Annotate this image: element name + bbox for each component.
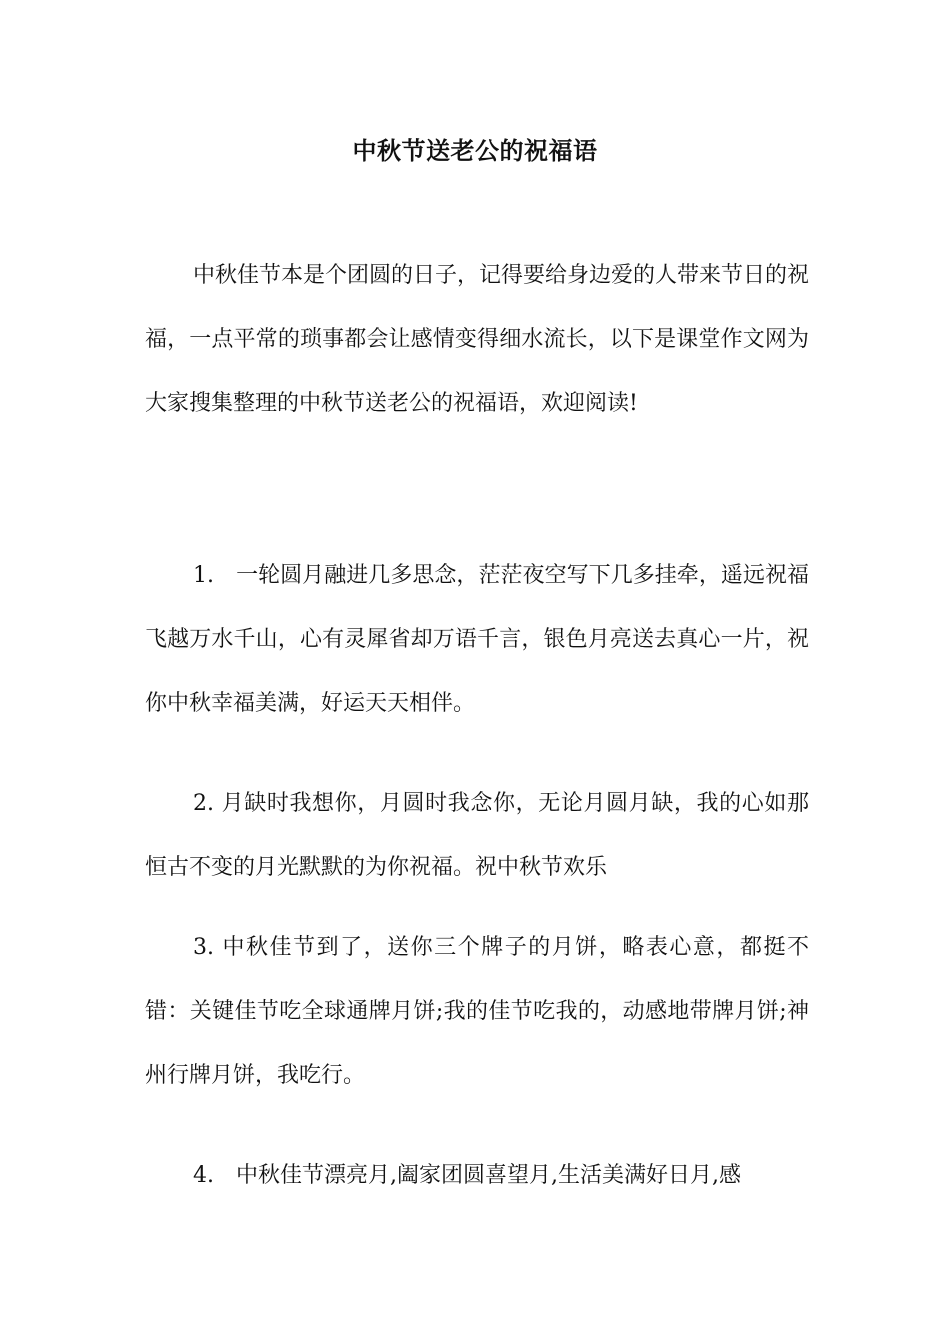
blessing-item-2: 2. 月缺时我想你，月圆时我念你，无论月圆月缺，我的心如那恒古不变的月光默默的为你祝福。祝中秋节欢乐 xyxy=(145,791,809,880)
blessing-item-3: 3. 中秋佳节到了，送你三个牌子的月饼，略表心意，都挺不错：关键佳节吃全球通牌月饼;我的佳节吃我的，动感地带牌月饼;神州行牌月饼，我吃行。 xyxy=(145,935,809,1088)
document-title: 中秋节送老公的祝福语 xyxy=(352,136,598,165)
blessing-item-1: 1. 一轮圆月融进几多思念，茫茫夜空写下几多挂牵，遥远祝福飞越万水千山，心有灵犀省却万语千言，银色月亮送去真心一片，祝你中秋幸福美满，好运天天相伴。 xyxy=(145,563,809,716)
intro-paragraph: 中秋佳节本是个团圆的日子，记得要给身边爱的人带来节日的祝福，一点平常的琐事都会让感情变得细水流长，以下是课堂作文网为大家搜集整理的中秋节送老公的祝福语，欢迎阅读! xyxy=(145,263,810,416)
blessing-item-4: 4. 中秋佳节漂亮月,阖家团圆喜望月,生活美满好日月,感 xyxy=(193,1163,741,1188)
